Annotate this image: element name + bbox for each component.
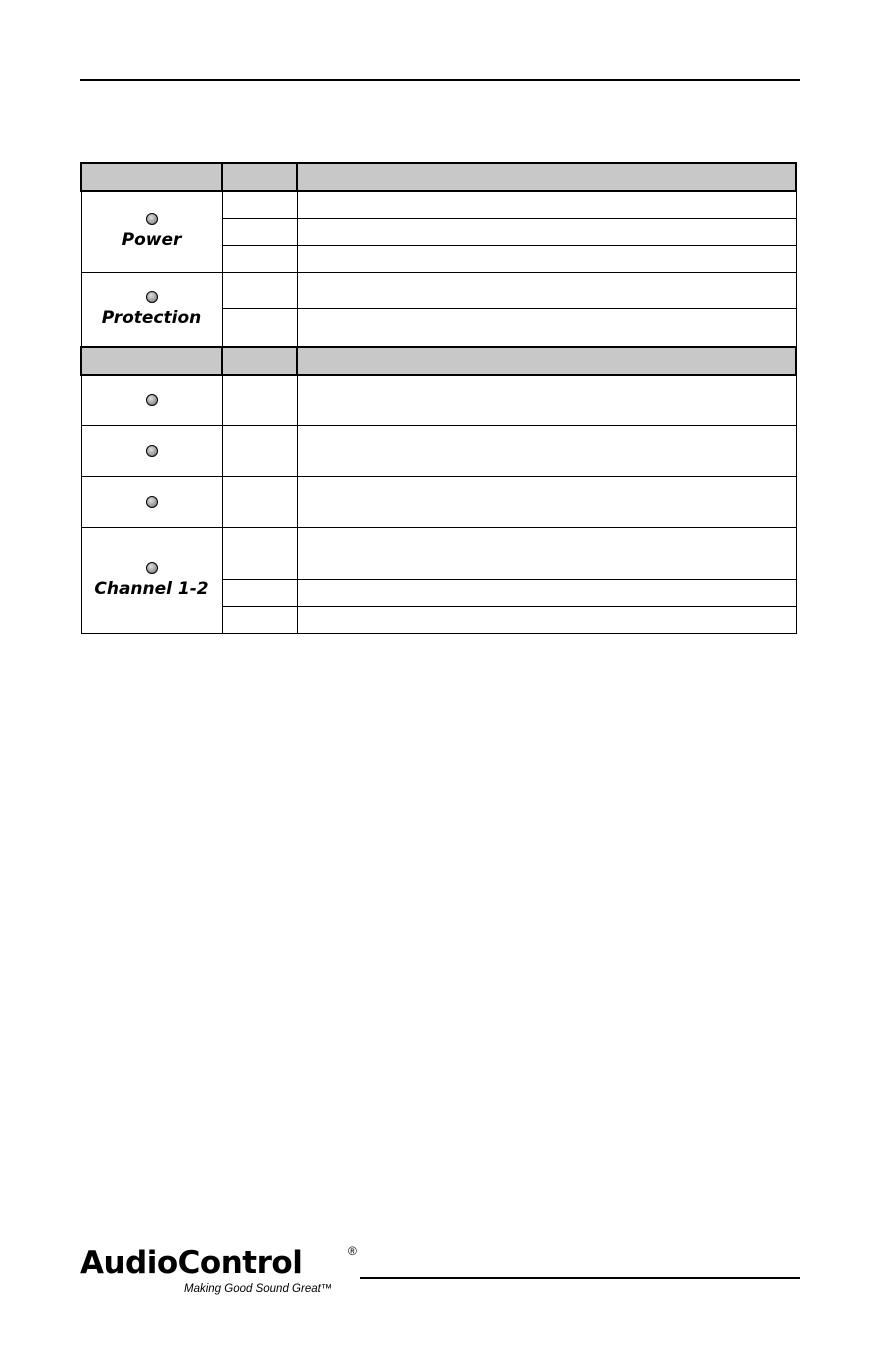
header-cell-status (222, 163, 297, 191)
description-cell (297, 375, 796, 425)
top-rule (80, 79, 800, 81)
power-indicator-cell (81, 191, 222, 272)
description-cell (297, 191, 796, 218)
description-cell (297, 606, 796, 633)
header-cell-description (297, 347, 796, 375)
status-cell (222, 476, 297, 527)
status-cell (222, 375, 297, 425)
table-row (81, 191, 796, 218)
led-icon (146, 496, 158, 508)
channel-led-icon (146, 562, 158, 574)
power-led-icon (146, 213, 158, 225)
status-cell (222, 606, 297, 633)
description-cell (297, 218, 796, 245)
logo-wordmark: AudioControl (80, 1245, 303, 1281)
description-cell (297, 476, 796, 527)
status-cell (222, 272, 297, 308)
table-row (81, 425, 796, 476)
table-row (81, 375, 796, 425)
protection-led-icon (146, 291, 158, 303)
table-header-row (81, 347, 796, 375)
status-cell (222, 579, 297, 606)
audiocontrol-logo (80, 1246, 360, 1306)
description-cell (297, 308, 796, 347)
status-cell (222, 425, 297, 476)
channel-indicator-cell (81, 527, 222, 633)
header-cell-indicator (81, 347, 222, 375)
footer-rule (360, 1277, 800, 1279)
description-cell (297, 527, 796, 579)
table-header-row (81, 163, 796, 191)
header-cell-status (222, 347, 297, 375)
registered-mark: ® (348, 1244, 357, 1258)
logo-tagline: Making Good Sound Great™ (184, 1283, 333, 1295)
status-cell (222, 245, 297, 272)
led-icon (146, 445, 158, 457)
table-row (81, 272, 796, 308)
description-cell (297, 245, 796, 272)
status-cell (222, 527, 297, 579)
description-cell (297, 425, 796, 476)
protection-label: Protection (101, 307, 202, 328)
description-cell (297, 579, 796, 606)
led-indicator-table (80, 162, 797, 634)
led-indicator-cell (81, 375, 222, 425)
status-cell (222, 308, 297, 347)
led-icon (146, 394, 158, 406)
description-cell (297, 272, 796, 308)
channel-label: Channel 1-2 (94, 578, 209, 599)
header-cell-description (297, 163, 796, 191)
status-cell (222, 218, 297, 245)
status-cell (222, 191, 297, 218)
table-row (81, 527, 796, 579)
header-cell-indicator (81, 163, 222, 191)
power-label: Power (121, 230, 182, 251)
led-indicator-cell (81, 425, 222, 476)
table-row (81, 476, 796, 527)
protection-indicator-cell (81, 272, 222, 347)
led-indicator-cell (81, 476, 222, 527)
